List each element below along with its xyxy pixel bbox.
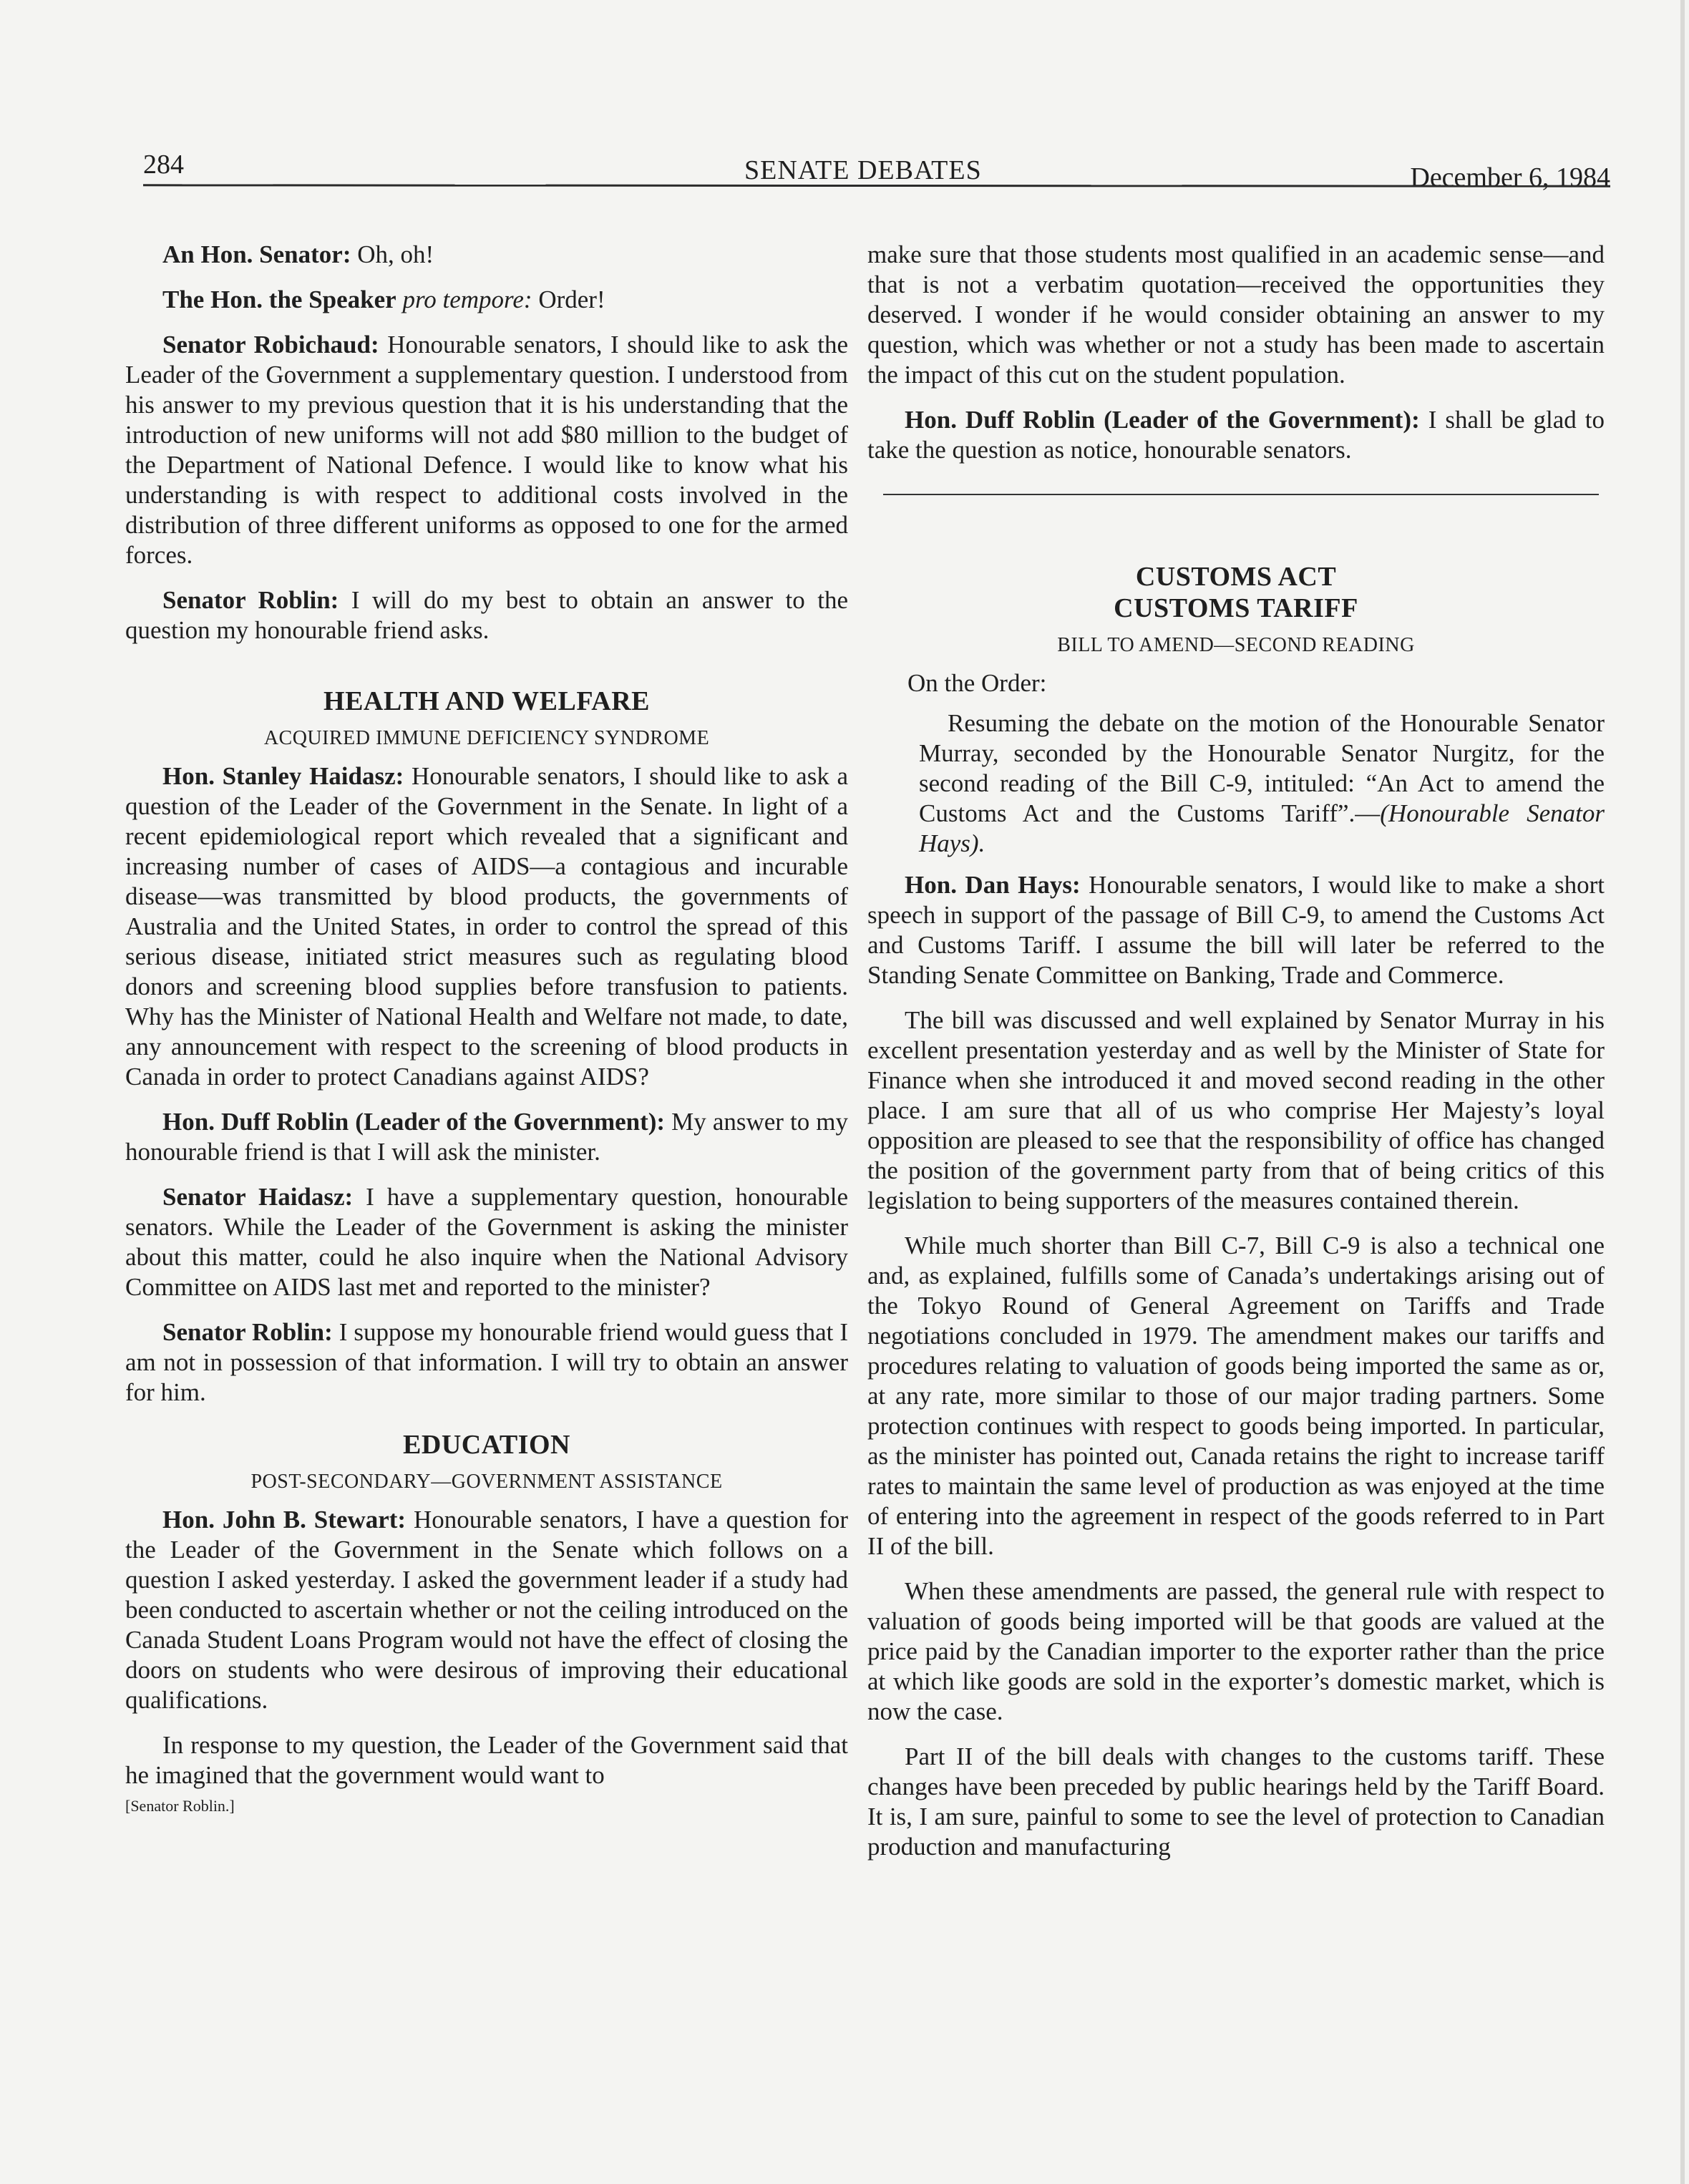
section-heading: EDUCATION (403, 1430, 570, 1460)
paragraph (125, 585, 848, 645)
section-subheading: BILL TO AMEND—SECOND READING (1057, 634, 1415, 656)
paragraph (125, 761, 848, 1092)
speech-text: Honourable senators, I should like to ask a question of the Leader of the Government in the Senate. In light of a recent epidemiological report which revealed that a significant and increasing number of cases of AIDS—a contagious and incurable disease—was transmitted by blood products, the governments of Australia and the United States, in order to control the spread of this serious disease, initiated strict measures such as regulating blood donors and screening blood supplies before transfusion to patients. Why has the Minister of National Health and Welfare not made, to date, any announcement with respect to the screening of blood products in Canada in order to protect Canadians against AIDS? (125, 762, 848, 1091)
paragraph (125, 1107, 848, 1167)
speech-text: I have a supplementary question, honourable senators. While the Leader of the Government is asking the minister about this matter, could he also inquire when the National Advisory Committee on AIDS last met and reported to the minister? (125, 1183, 848, 1301)
section-divider (883, 494, 1599, 495)
section-heading: CUSTOMS TARIFF (1114, 593, 1358, 623)
paragraph (125, 285, 848, 315)
section-subheading: ACQUIRED IMMUNE DEFICIENCY SYNDROME (263, 727, 710, 749)
speaker-name: Senator Haidasz: (162, 1183, 354, 1211)
speaker-name: Hon. Duff Roblin (Leader of the Government): (162, 1108, 666, 1136)
speech-text: I will do my best to obtain an answer to the question my honourable friend asks. (125, 586, 848, 644)
speech-text: Oh, oh! (351, 240, 434, 268)
speech-text: Honourable senators, I have a question for the Leader of the Government in the Senate which follows on a question I asked yesterday. I asked the government leader if a study had been conducted to ascertain whether or not the ceiling introduced on the Canada Student Loans Program would not have the effect of closing the doors on students who were desirous of improving their educational qualifications. (125, 1506, 849, 1714)
speech-text: I shall be glad to take the question as notice, honourable senators. (867, 406, 1605, 464)
publication-date: December 6, 1984 (1410, 162, 1610, 192)
section-subheading: POST-SECONDARY—GOVERNMENT ASSISTANCE (250, 1471, 723, 1493)
speech-text: Order! (532, 286, 605, 313)
section-heading: HEALTH AND WELFARE (323, 686, 650, 716)
publication-title: SENATE DEBATES (744, 155, 982, 185)
paragraph (125, 1317, 848, 1408)
left-column (125, 240, 848, 1831)
paragraph: Part II of the bill deals with changes to the customs tariff. These changes have been preceded by public hearings held by the Tariff Board. It is, I am sure, painful to some to see the level of protection to Canadian production and manufacturing (867, 1742, 1605, 1861)
paragraph: In response to my question, the Leader of the Government said that he imagined that the government would want to (125, 1731, 848, 1789)
quote-text: Resuming the debate on the motion of the Honourable Senator Murray, seconded by the Honourable Senator Nurgitz, for the second reading of the Bill C-9, intituled: “An Act to amend the Customs Act and the Customs Tariff”.— (919, 709, 1605, 827)
speech-text: Honourable senators, I would like to make a short speech in support of the passage of Bill C-9, to amend the Customs Act and Customs Tariff. I assume the bill will later be referred to the Standing Senate Committee on Banking, Trade and Commerce. (867, 871, 1605, 989)
paragraph: When these amendments are passed, the general rule with respect to valuation of goods being imported will be that goods are valued at the price paid by the Canadian importer to the exporter rather than the price at which like goods are sold in the exporter’s domestic market, which is now the case. (867, 1577, 1605, 1725)
footnote: [Senator Roblin.] (125, 1797, 235, 1815)
speaker-qualifier: pro tempore: (396, 286, 532, 313)
speaker-name: Senator Roblin: (162, 586, 339, 614)
section-heading: CUSTOMS ACT (1135, 562, 1337, 592)
paragraph (125, 1505, 848, 1715)
paragraph (867, 405, 1605, 465)
speaker-name: An Hon. Senator: (162, 240, 351, 268)
speech-text: My answer to my honourable friend is that I will ask the minister. (125, 1108, 848, 1166)
speech-text: I suppose my honourable friend would guess that I am not in possession of that information. I will try to obtain an answer for him. (125, 1318, 848, 1406)
speaker-name: Hon. Duff Roblin (Leader of the Government): (905, 406, 1420, 434)
paragraph (125, 330, 848, 570)
paragraph: The bill was discussed and well explained by Senator Murray in his excellent presentation yesterday and as well by the Minister of State for Finance when she introduced it and moved second reading in the other place. I am sure that all of us who comprise Her Majesty’s loyal opposition are pleased to see that the responsibility of office has changed the position of the government party from that of being critics of this legislation to being supporters of the measures contained therein. (867, 1006, 1605, 1214)
speaker-name: Hon. Dan Hays: (905, 871, 1081, 899)
speaker-name: Senator Robichaud: (162, 331, 379, 359)
speaker-name: The Hon. the Speaker (162, 286, 396, 313)
paragraph: While much shorter than Bill C-7, Bill C-9 is also a technical one and, as explained, fulfills some of Canada’s undertakings arising out of the Tokyo Round of General Agreement on Tariffs and Trade negotiations concluded in 1979. The amendment makes our tariffs and procedures relating to valuation of goods being imported the same as or, at any rate, more similar to those of our major trading partners. Some protection continues with respect to goods being imported. In particular, as the minister has pointed out, Canada retains the right to increase tariff rates to maintain the same level of production as was enjoyed at the time of entering into the agreement in respect of the goods referred to in Part II of the bill. (867, 1232, 1605, 1560)
speech-text: Honourable senators, I should like to ask the Leader of the Government a supplementary question. I understood from his answer to my previous question that it is his understanding that the introduction of new uniforms will not add $80 million to the budget of the Department of National Defence. I would like to know what his understanding is with respect to additional costs involved in the distribution of three different uniforms as opposed to one for the armed forces. (125, 331, 848, 569)
order-quote (919, 708, 1605, 859)
paragraph (867, 870, 1605, 990)
paragraph (125, 240, 848, 270)
paragraph (125, 1182, 848, 1302)
page-number: 284 (143, 150, 184, 180)
speaker-name: Hon. Stanley Haidasz: (162, 762, 404, 790)
paragraph: make sure that those students most qualified in an academic sense—and that is not a verbatim quotation—received the opportunities they deserved. I wonder if he would consider obtaining an answer to my question, which was whether or not a study has been made to ascertain the impact of this cut on the student population. (867, 240, 1605, 389)
quote-attribution: (Honourable Senator Hays). (919, 799, 1605, 857)
right-column (867, 240, 1605, 1877)
speaker-name: Senator Roblin: (162, 1318, 333, 1346)
order-label: On the Order: (907, 669, 1047, 697)
speaker-name: Hon. John B. Stewart: (162, 1506, 407, 1534)
